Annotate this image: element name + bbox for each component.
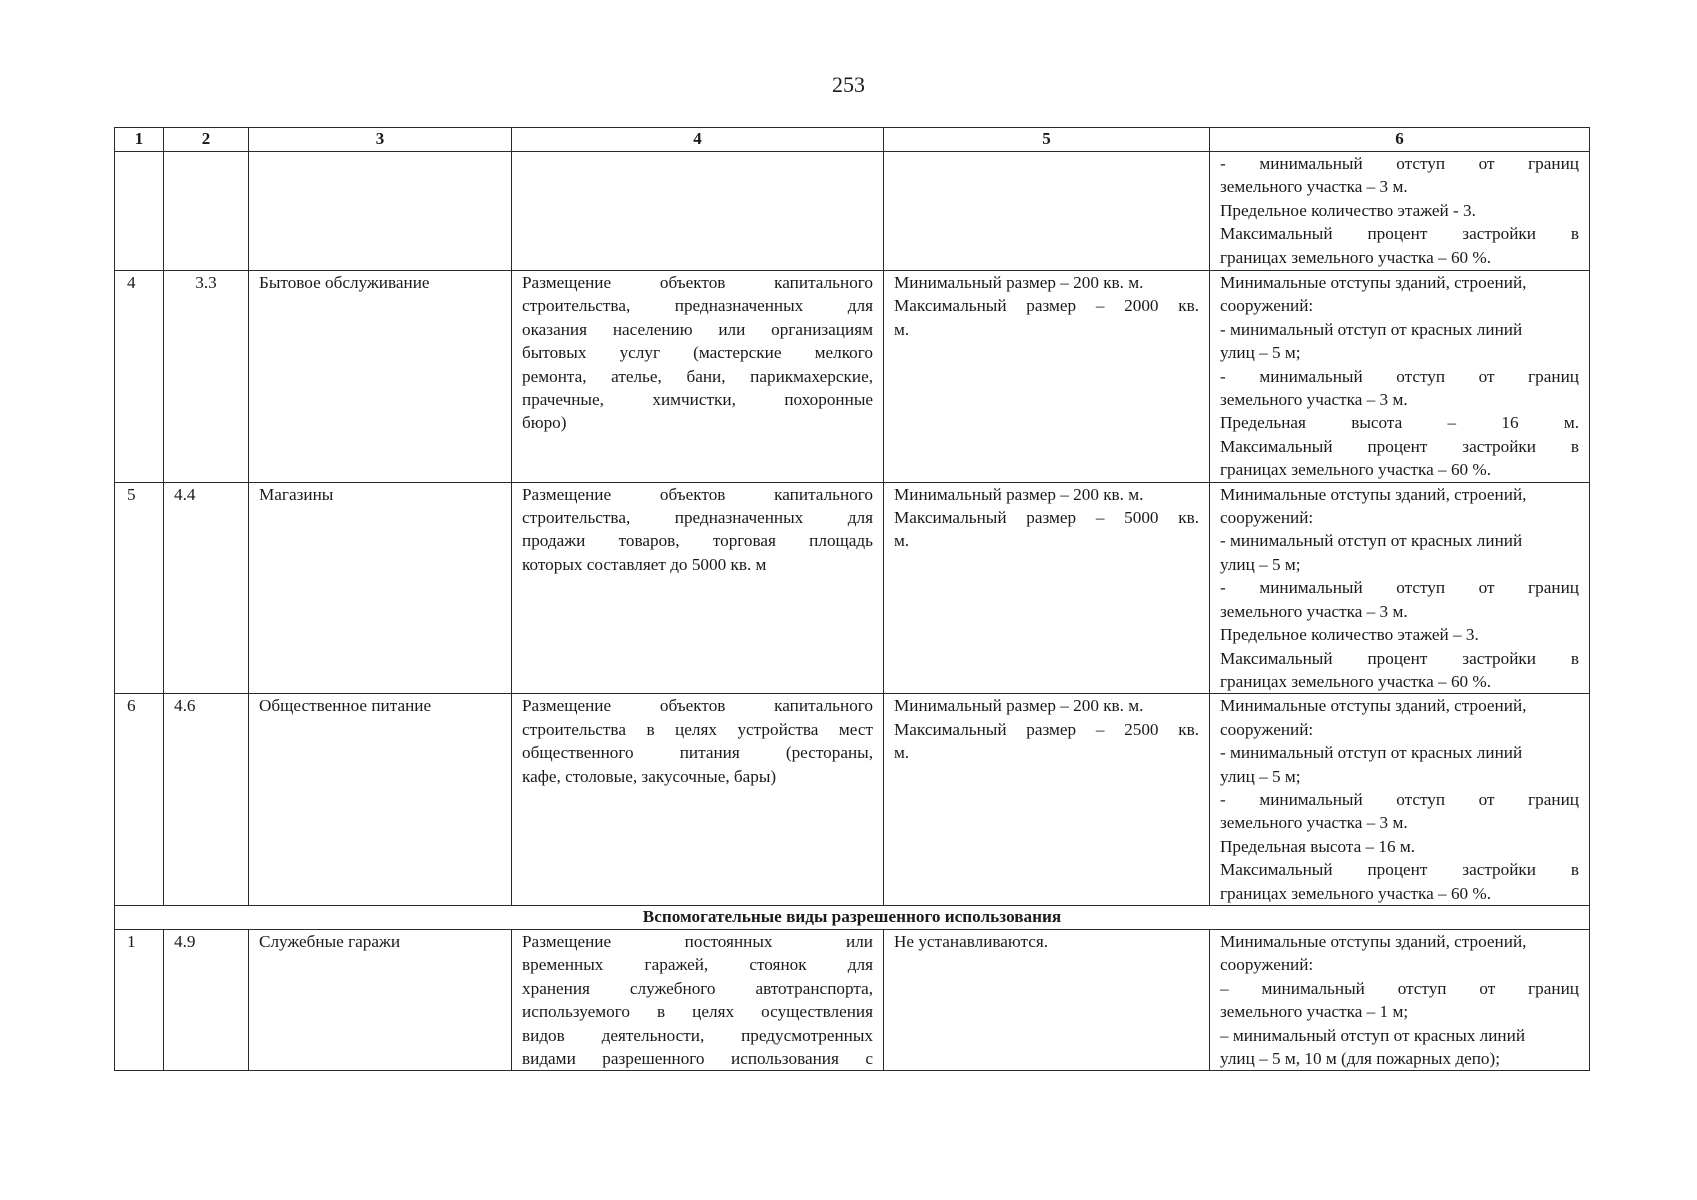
- params-line: Максимальный процент застройки в: [1220, 224, 1579, 244]
- column-number: 4: [512, 128, 884, 152]
- params-line: Максимальный процент застройки в: [1220, 648, 1579, 668]
- description-line: кафе, столовые, закусочные, бары): [522, 766, 777, 786]
- continuation-row: [115, 152, 1590, 271]
- section-header-row: [115, 905, 1590, 929]
- description-line: хранения служебного автотранспорта,: [522, 978, 873, 998]
- description-line: бюро): [522, 413, 567, 433]
- table-cell: [249, 152, 512, 271]
- description-line: строительства, предназначенных для: [522, 296, 873, 316]
- params-line: - минимальный отступ от границ: [1220, 578, 1579, 598]
- description-line: которых составляет до 5000 кв. м: [522, 554, 767, 574]
- description-line: прачечные, химчистки, похоронные: [522, 390, 873, 410]
- description-line: ремонта, ателье, бани, парикмахерские,: [522, 366, 873, 386]
- size-line: Минимальный размер – 200 кв. м.: [894, 696, 1144, 716]
- params-line: сооружений:: [1220, 955, 1314, 975]
- params-line: - минимальный отступ от красных линий: [1220, 531, 1523, 551]
- params-line: - минимальный отступ от границ: [1220, 154, 1579, 173]
- use-code: 4.9: [164, 929, 249, 1070]
- params-line: сооружений:: [1220, 296, 1314, 316]
- column-number: 2: [164, 128, 249, 152]
- description-cell: [512, 929, 884, 1070]
- size-cell: [884, 482, 1210, 694]
- regulations-table: [114, 127, 1590, 1071]
- column-number-row: [115, 128, 1590, 152]
- params-line: улиц – 5 м;: [1220, 766, 1301, 786]
- params-line: границах земельного участка – 60 %.: [1220, 247, 1492, 267]
- params-line: – минимальный отступ от границ: [1220, 978, 1579, 998]
- params-cell: [1210, 271, 1590, 483]
- description-line: временных гаражей, стоянок для: [522, 955, 873, 975]
- description-line: строительства, предназначенных для: [522, 508, 873, 528]
- column-number: 1: [115, 128, 164, 152]
- params-line: - минимальный отступ от границ: [1220, 789, 1579, 809]
- description-line: Размещение постоянных или: [522, 931, 873, 951]
- description-line: Размещение объектов капитального: [522, 273, 873, 292]
- use-name: Общественное питание: [249, 694, 512, 906]
- use-code: 4.4: [164, 482, 249, 694]
- params-line: земельного участка – 3 м.: [1220, 601, 1408, 621]
- table-row: [115, 271, 1590, 483]
- description-line: оказания населению или организациям: [522, 319, 873, 339]
- description-line: строительства в целях устройства мест: [522, 719, 873, 739]
- row-number: 5: [115, 482, 164, 694]
- table-row: [115, 482, 1590, 694]
- description-cell: [512, 482, 884, 694]
- params-line: Максимальный процент застройки в: [1220, 860, 1579, 880]
- params-line: улиц – 5 м;: [1220, 343, 1301, 363]
- description-line: бытовых услуг (мастерские мелкого: [522, 343, 873, 363]
- params-line: границах земельного участка – 60 %.: [1220, 460, 1492, 480]
- size-cell: [884, 271, 1210, 483]
- params-line: земельного участка – 3 м.: [1220, 177, 1408, 197]
- size-cell: [884, 929, 1210, 1070]
- description-line: видов деятельности, предусмотренных: [522, 1025, 873, 1045]
- description-cell: [512, 271, 884, 483]
- section-title: Вспомогательные виды разрешенного использования: [115, 905, 1590, 929]
- table-cell: [512, 152, 884, 271]
- params-line: земельного участка – 1 м;: [1220, 1002, 1409, 1022]
- size-line: Минимальный размер – 200 кв. м.: [894, 273, 1144, 292]
- use-name: Служебные гаражи: [249, 929, 512, 1070]
- size-line: Максимальный размер – 2500 кв.: [894, 719, 1199, 739]
- description-line: продажи товаров, торговая площадь: [522, 531, 873, 551]
- params-line: - минимальный отступ от границ: [1220, 366, 1579, 386]
- row-number: 4: [115, 271, 164, 483]
- size-line: м.: [894, 531, 910, 551]
- size-line: Не устанавливаются.: [894, 931, 1049, 951]
- params-line: Предельная высота – 16 м.: [1220, 413, 1579, 433]
- params-line: - минимальный отступ от красных линий: [1220, 319, 1523, 339]
- column-number: 5: [884, 128, 1210, 152]
- use-code: 3.3: [164, 271, 249, 483]
- size-line: Минимальный размер – 200 кв. м.: [894, 484, 1144, 504]
- params-line: Минимальные отступы зданий, строений,: [1220, 696, 1527, 716]
- params-line: сооружений:: [1220, 508, 1314, 528]
- description-line: Размещение объектов капитального: [522, 696, 873, 716]
- params-line: Минимальные отступы зданий, строений,: [1220, 484, 1527, 504]
- params-line: Предельное количество этажей – 3.: [1220, 625, 1479, 645]
- params-line: границах земельного участка – 60 %.: [1220, 883, 1492, 903]
- table-cell: [115, 152, 164, 271]
- params-line: границах земельного участка – 60 %.: [1220, 671, 1492, 691]
- params-line: сооружений:: [1220, 719, 1314, 739]
- params-line: земельного участка – 3 м.: [1220, 813, 1408, 833]
- params-line: Предельная высота – 16 м.: [1220, 836, 1416, 856]
- size-line: Максимальный размер – 5000 кв.: [894, 508, 1199, 528]
- params-cell: [1210, 152, 1590, 271]
- table-row: [115, 929, 1590, 1070]
- table-row: [115, 694, 1590, 906]
- params-line: Минимальные отступы зданий, строений,: [1220, 273, 1527, 292]
- params-cell: [1210, 482, 1590, 694]
- params-line: – минимальный отступ от красных линий: [1220, 1025, 1526, 1045]
- use-name: Бытовое обслуживание: [249, 271, 512, 483]
- params-line: Предельное количество этажей - 3.: [1220, 200, 1476, 220]
- description-line: используемого в целях осуществления: [522, 1002, 873, 1022]
- size-line: Максимальный размер – 2000 кв.: [894, 296, 1199, 316]
- column-number: 3: [249, 128, 512, 152]
- params-cell: [1210, 929, 1590, 1070]
- params-line: Максимальный процент застройки в: [1220, 436, 1579, 456]
- size-line: м.: [894, 743, 910, 763]
- description-line: видами разрешенного использования с: [522, 1049, 873, 1068]
- description-cell: [512, 694, 884, 906]
- row-number: 6: [115, 694, 164, 906]
- params-line: улиц – 5 м, 10 м (для пожарных депо);: [1220, 1049, 1501, 1068]
- use-code: 4.6: [164, 694, 249, 906]
- params-line: улиц – 5 м;: [1220, 554, 1301, 574]
- page-number: 253: [832, 72, 865, 97]
- table-cell: [884, 152, 1210, 271]
- description-line: общественного питания (рестораны,: [522, 743, 873, 763]
- size-line: м.: [894, 319, 910, 339]
- params-line: Минимальные отступы зданий, строений,: [1220, 931, 1527, 951]
- description-line: Размещение объектов капитального: [522, 484, 873, 504]
- size-cell: [884, 694, 1210, 906]
- table-cell: [164, 152, 249, 271]
- row-number: 1: [115, 929, 164, 1070]
- params-line: - минимальный отступ от красных линий: [1220, 743, 1523, 763]
- params-cell: [1210, 694, 1590, 906]
- use-name: Магазины: [249, 482, 512, 694]
- params-line: земельного участка – 3 м.: [1220, 390, 1408, 410]
- column-number: 6: [1210, 128, 1590, 152]
